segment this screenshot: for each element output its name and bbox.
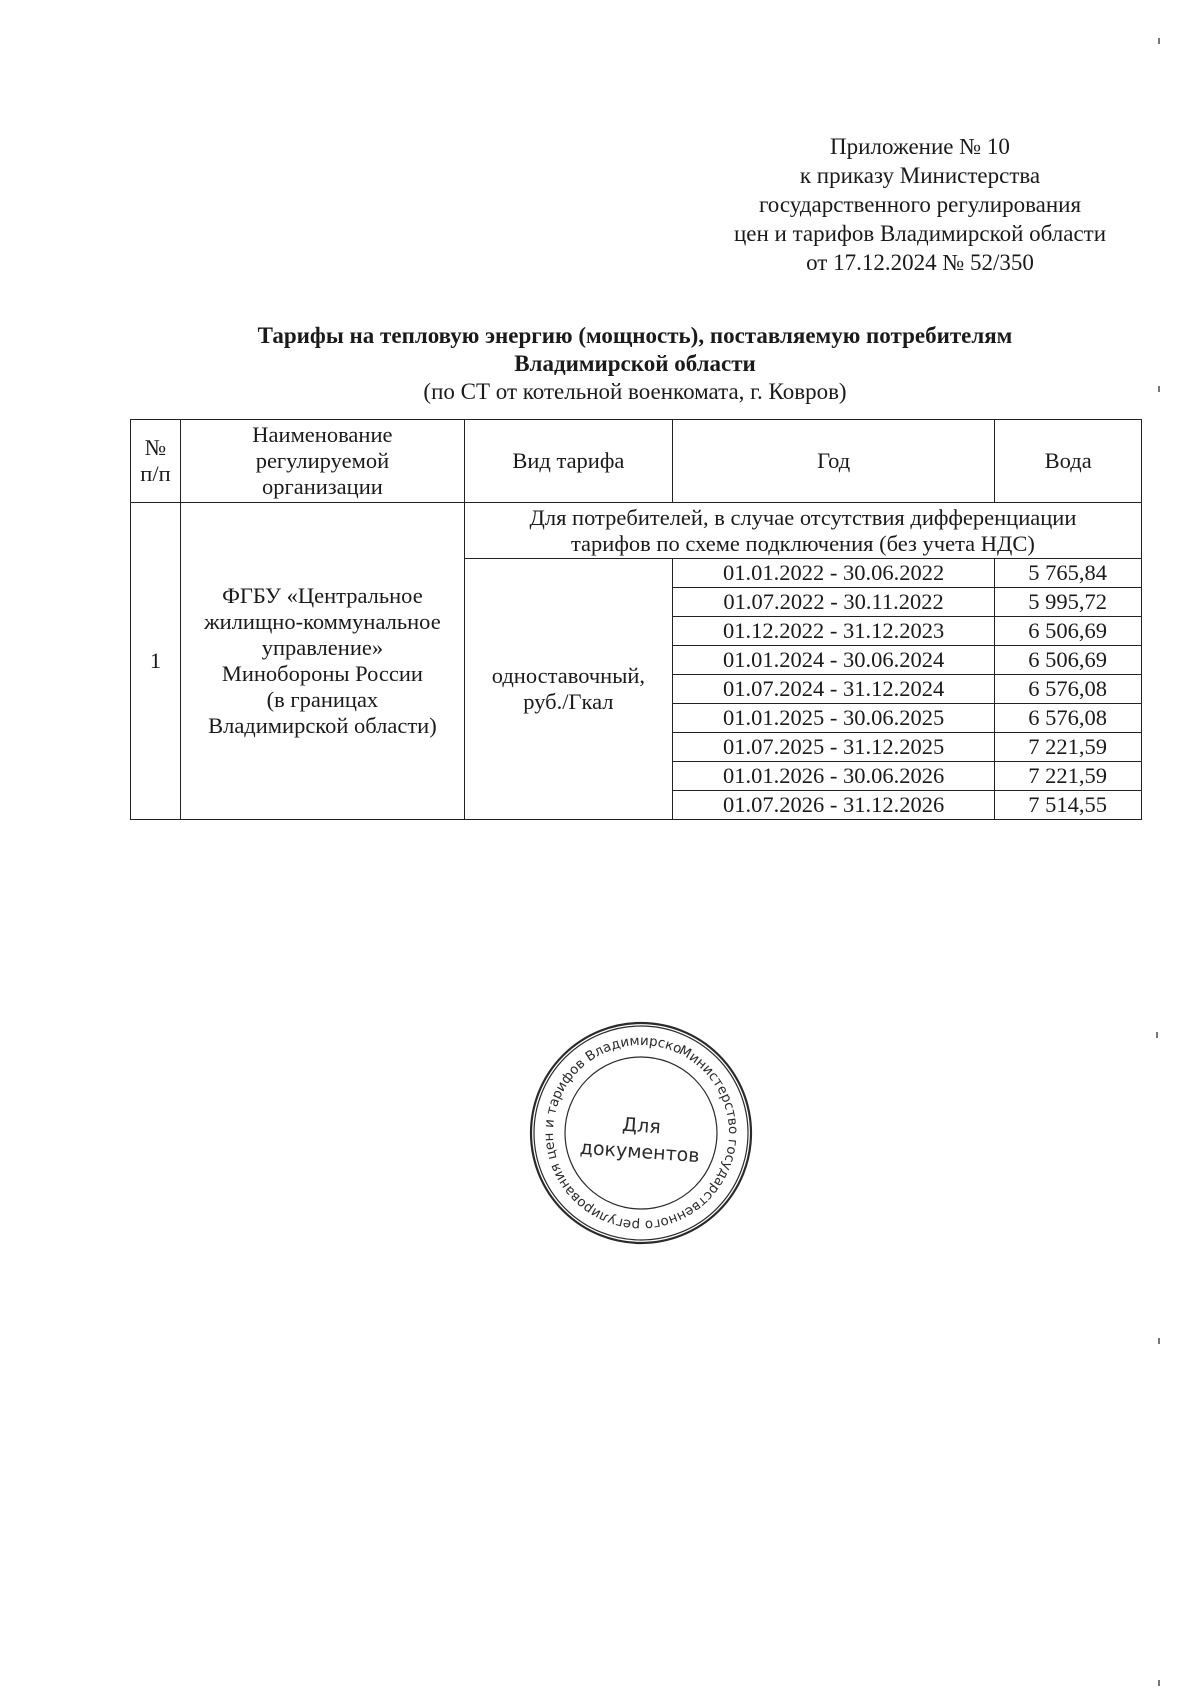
document-title bbox=[130, 322, 1140, 406]
period-cell: 01.01.2026 - 30.06.2026 bbox=[672, 762, 994, 791]
tariff-type bbox=[464, 559, 672, 820]
org-line: Минобороны России bbox=[221, 661, 423, 686]
scan-speck bbox=[1158, 1680, 1160, 1686]
title-line: Тарифы на тепловую энергию (мощность), поставляемую потребителям bbox=[257, 323, 1013, 348]
header-row bbox=[131, 420, 1142, 503]
header-org bbox=[180, 420, 464, 503]
official-stamp bbox=[528, 1020, 754, 1246]
tariff-table bbox=[130, 419, 1142, 820]
scan-speck bbox=[1156, 1032, 1158, 1038]
org-line: управление» bbox=[261, 635, 384, 660]
period-cell: 01.07.2025 - 31.12.2025 bbox=[672, 733, 994, 762]
period-cell: 01.01.2022 - 30.06.2022 bbox=[672, 559, 994, 588]
appendix-line: от 17.12.2024 № 52/350 bbox=[806, 250, 1034, 275]
header-org-line: Наименование bbox=[252, 422, 393, 447]
organization-name bbox=[180, 503, 464, 820]
header-org-line: организации bbox=[262, 474, 383, 499]
period-cell: 01.01.2025 - 30.06.2025 bbox=[672, 704, 994, 733]
org-line: ФГБУ «Центральное bbox=[222, 583, 423, 608]
water-tariff-value: 7 221,59 bbox=[995, 762, 1142, 791]
org-line: жилищно-коммунальное bbox=[204, 609, 441, 634]
appendix-header bbox=[700, 132, 1140, 277]
title-subtitle: (по СТ от котельной военкомата, г. Ковров) bbox=[423, 379, 847, 404]
note-line: Для потребителей, в случае отсутствия дифференциации bbox=[529, 504, 1077, 530]
water-tariff-value: 6 576,08 bbox=[995, 675, 1142, 704]
water-tariff-value: 6 506,69 bbox=[995, 646, 1142, 675]
appendix-line: к приказу Министерства bbox=[799, 163, 1041, 188]
consumers-note bbox=[464, 503, 1141, 559]
org-line: (в границах bbox=[266, 687, 379, 712]
period-cell: 01.01.2024 - 30.06.2024 bbox=[672, 646, 994, 675]
stamp-center-line1: Для bbox=[621, 1113, 662, 1139]
header-year: Год bbox=[672, 420, 994, 503]
header-num bbox=[131, 420, 181, 503]
scan-speck bbox=[1158, 386, 1160, 392]
period-cell: 01.07.2024 - 31.12.2024 bbox=[672, 675, 994, 704]
note-line: тарифов по схеме подключения (без учета НДС) bbox=[570, 530, 1035, 556]
water-tariff-value: 5 765,84 bbox=[995, 559, 1142, 588]
period-cell: 01.07.2022 - 30.11.2022 bbox=[672, 588, 994, 617]
water-tariff-value: 6 576,08 bbox=[995, 704, 1142, 733]
period-cell: 01.12.2022 - 31.12.2023 bbox=[672, 617, 994, 646]
appendix-line: государственного регулирования bbox=[758, 192, 1082, 217]
water-tariff-value: 7 221,59 bbox=[995, 733, 1142, 762]
period-cell: 01.07.2026 - 31.12.2026 bbox=[672, 791, 994, 820]
header-org-line: регулируемой bbox=[255, 448, 390, 473]
org-line: Владимирской области) bbox=[208, 713, 437, 738]
row-number: 1 bbox=[131, 503, 181, 820]
appendix-line: цен и тарифов Владимирской области bbox=[733, 221, 1107, 246]
header-num-line: п/п bbox=[140, 461, 171, 486]
consumers-note-row bbox=[131, 503, 1142, 559]
stamp-ring-textpath: Министерство государственного регулирования цен и тарифов Владимирской bbox=[541, 1033, 741, 1233]
header-type: Вид тарифа bbox=[464, 420, 672, 503]
scan-speck bbox=[1158, 38, 1160, 44]
appendix-line: Приложение № 10 bbox=[830, 134, 1010, 159]
header-water: Вода bbox=[995, 420, 1142, 503]
water-tariff-value: 5 995,72 bbox=[995, 588, 1142, 617]
stamp-center-line2: документов bbox=[579, 1136, 701, 1168]
scan-speck bbox=[1158, 1338, 1160, 1344]
header-num-line: № bbox=[144, 435, 167, 460]
water-tariff-value: 7 514,55 bbox=[995, 791, 1142, 820]
water-tariff-value: 6 506,69 bbox=[995, 617, 1142, 646]
tariff-type-line: одноставочный, bbox=[491, 663, 646, 688]
tariff-type-line: руб./Гкал bbox=[523, 689, 614, 714]
title-line: Владимирской области bbox=[514, 351, 756, 376]
